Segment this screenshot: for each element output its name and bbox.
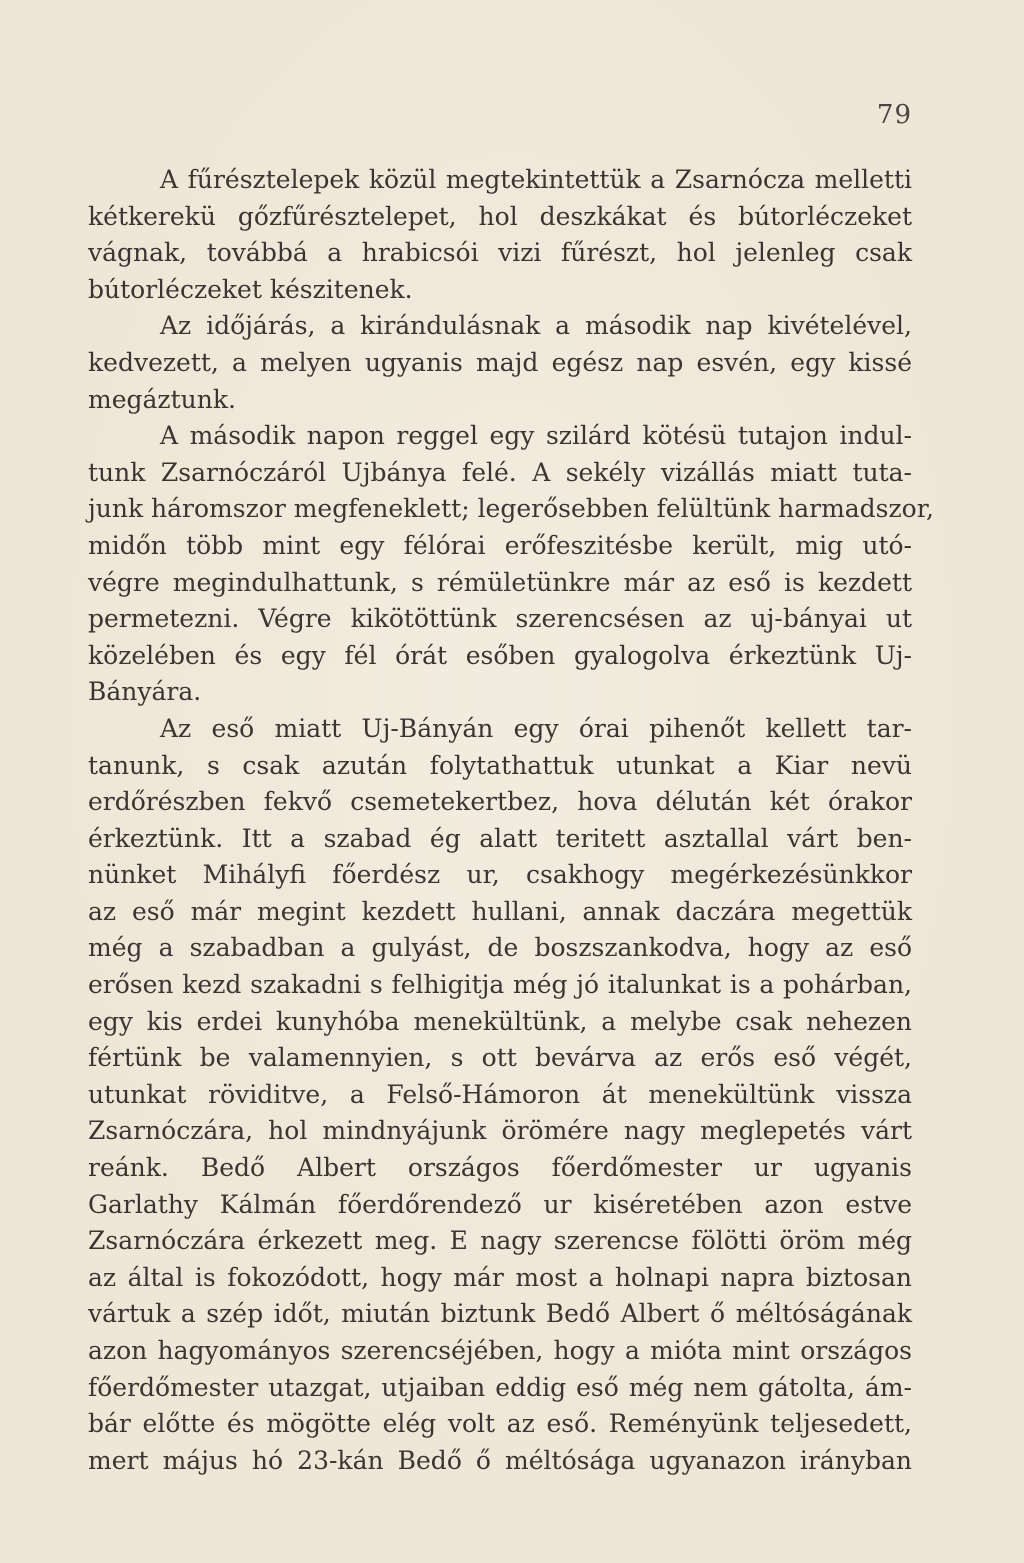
- text-line: azon hagyományos szerencséjében, hogy a mióta mint országos: [88, 1336, 912, 1365]
- text-line: kétkerekü gőzfűrésztelepet, hol deszkákat és bútorléczeket: [88, 201, 912, 231]
- text-line: közelében és egy fél órát esőben gyalogolva érkeztünk Uj-: [88, 640, 912, 670]
- text-line: utunkat röviditve, a Felső-Hámoron át menekültünk vissza: [88, 1079, 912, 1109]
- paragraph-1: [88, 162, 912, 308]
- text-line: A fűrésztelepek közül megtekintettük a Zsarnócza melletti: [160, 165, 912, 194]
- text-line: erdőrészben fekvő csemetekertbez, hova délután két órakor: [88, 787, 912, 817]
- text-line: Az időjárás, a kirándulásnak a második nap kivételével,: [160, 311, 912, 341]
- text-line: vártuk a szép időt, miután biztunk Bedő Albert ő méltóságának: [88, 1299, 912, 1329]
- text-line: főerdőmester utazgat, utjaiban eddig eső még nem gátolta, ám-: [88, 1372, 912, 1402]
- text-line: érkeztünk. Itt a szabad ég alatt teritett asztallal várt ben-: [88, 823, 912, 853]
- text-line: Az eső miatt Uj-Bányán egy órai pihenőt kellett tar-: [160, 713, 912, 743]
- body-text: [88, 162, 934, 1479]
- text-line: Garlathy Kálmán főerdőrendező ur kiséretében azon estve: [88, 1189, 912, 1219]
- text-line: A második napon reggel egy szilárd kötésü tutajon indul-: [160, 421, 912, 451]
- text-line: reánk. Bedő Albert országos főerdőmester ur ugyanis: [88, 1153, 912, 1183]
- text-line: vágnak, továbbá a hrabicsói vizi fűrészt, hol jelenleg csak: [88, 238, 912, 268]
- text-line: még a szabadban a gulyást, de boszszankodva, hogy az eső: [88, 933, 912, 963]
- text-line: kedvezett, a melyen ugyanis majd egész nap esvén, egy kissé: [88, 347, 912, 377]
- text-line: nünket Mihályfi főerdész ur, csakhogy megérkezésünkkor: [88, 860, 912, 890]
- text-line: az által is fokozódott, hogy már most a holnapi napra biztosan: [88, 1262, 912, 1292]
- text-line: junk háromszor megfeneklett; legerősebben felültünk harmadszor,: [88, 494, 934, 524]
- text-line: Zsarnóczára, hol mindnyájunk örömére nagy meglepetés várt: [88, 1116, 912, 1146]
- page-number: 79: [876, 100, 912, 130]
- text-line: fértünk be valamennyien, s ott bevárva az erős eső végét,: [88, 1043, 912, 1073]
- text-line: Zsarnóczára érkezett meg. E nagy szerencse fölötti öröm még: [88, 1226, 912, 1256]
- text-line: bár előtte és mögötte elég volt az eső. Reményünk teljesedett,: [88, 1409, 912, 1439]
- text-line: tanunk, s csak azután folytathattuk utunkat a Kiar nevü: [88, 750, 912, 780]
- text-line: egy kis erdei kunyhóba menekültünk, a melybe csak nehezen: [88, 1006, 912, 1036]
- text-line: az eső már megint kezdett hullani, annak daczára megettük: [88, 896, 912, 926]
- text-line: erősen kezd szakadni s felhigitja még jó italunkat is a pohárban,: [88, 970, 912, 1000]
- text-line: midőn több mint egy félórai erőfeszitésbe került, mig utó-: [88, 530, 912, 560]
- paragraph-2: [88, 308, 912, 418]
- text-line: permetezni. Végre kikötöttünk szerencsésen az uj-bányai ut: [88, 604, 912, 634]
- paragraph-3: [88, 418, 934, 711]
- text-line: Bányára.: [88, 677, 202, 707]
- text-line: végre megindulhattunk, s rémületünkre már az eső is kezdett: [88, 567, 912, 597]
- text-line: tunk Zsarnóczáról Ujbánya felé. A sekély vizállás miatt tuta-: [88, 457, 912, 487]
- text-line: megáztunk.: [88, 384, 236, 414]
- paragraph-4: [88, 711, 912, 1479]
- text-line: bútorléczeket készitenek.: [88, 274, 413, 304]
- text-line: mert május hó 23-kán Bedő ő méltósága ugyanazon irányban: [88, 1445, 912, 1475]
